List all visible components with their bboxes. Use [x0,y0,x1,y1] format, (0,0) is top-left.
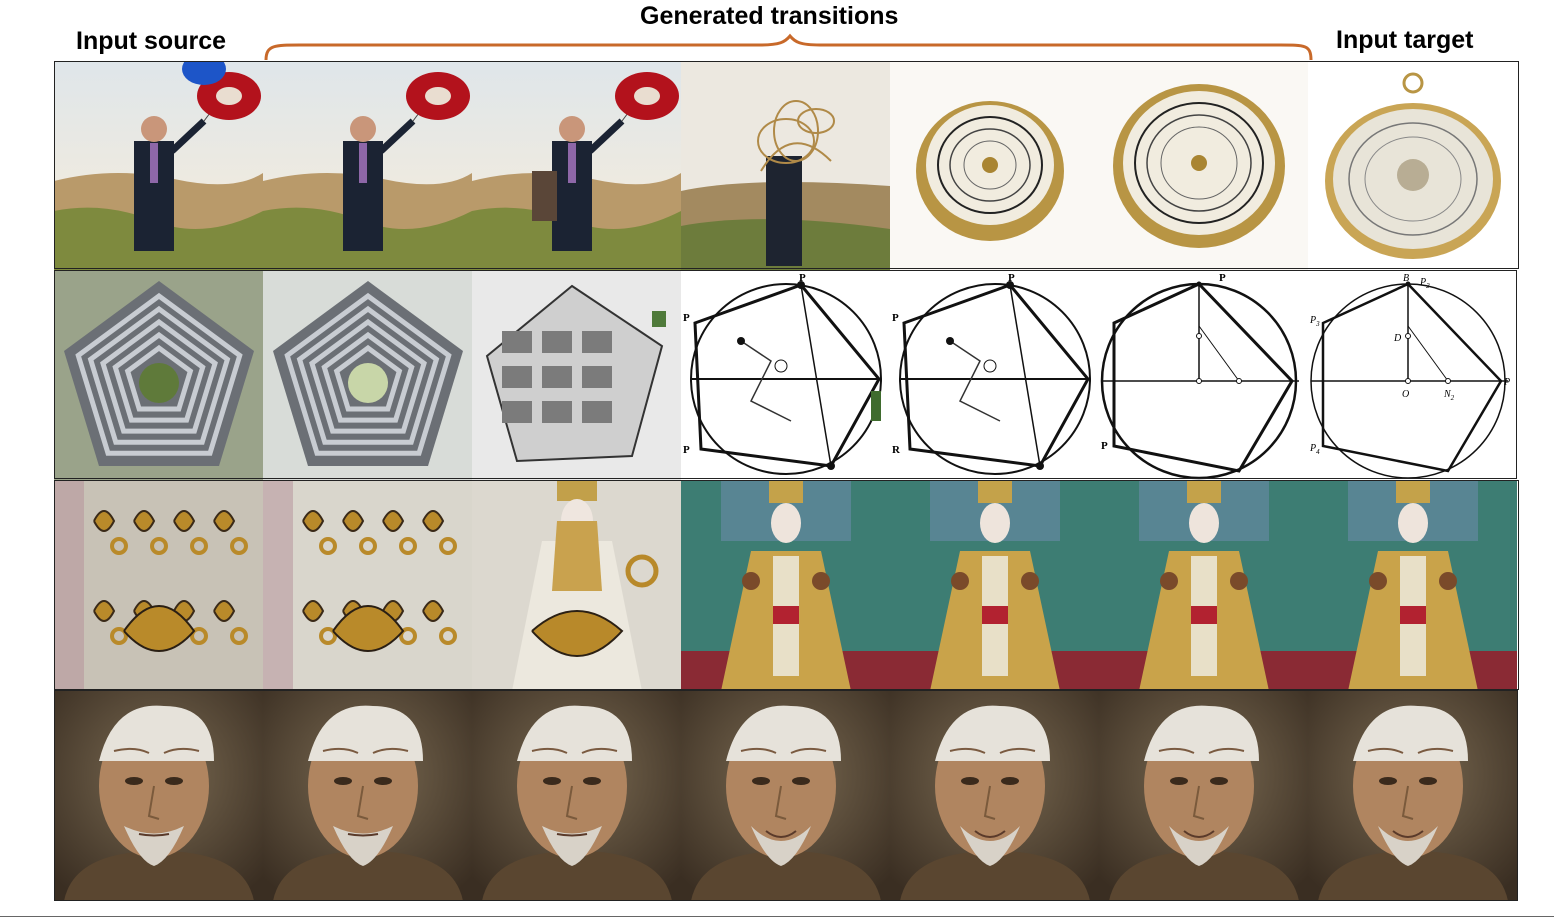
statue-illustration [1308,481,1517,691]
portrait-illustration [681,691,890,901]
transitions-brace [0,0,1554,70]
transition-image-4 [890,691,1099,901]
transition-image-2 [472,481,681,691]
balloon-man-illustration [472,61,681,271]
compass-illustration [1099,61,1308,271]
input-source-header: Input source [76,27,227,55]
svg-text:P: P [683,312,690,324]
source-image [54,61,263,271]
portrait-illustration [1099,691,1308,901]
transition-image-3 [681,61,890,271]
balloon-man-illustration [54,61,263,271]
generated-transitions-header: Generated transitions [640,2,899,30]
balloon-man-illustration [263,61,472,271]
sketch-diagram-illustration [890,271,1099,481]
target-image [1308,481,1517,691]
svg-text:P3: $P_3$ [1310,315,1320,328]
clean-diagram-illustration [1099,271,1308,481]
row-pentagon-aerial-to-geometry-diagram [54,271,1518,481]
row-businessman-balloons-to-pocket-compass [54,61,1518,271]
target-image [1308,691,1517,901]
row-old-man-portrait-expression [54,691,1518,901]
source-image [54,691,263,901]
transition-image-4 [890,61,1099,271]
transition-image-5 [1099,271,1308,481]
transition-image-2 [472,61,681,271]
transition-image-2 [472,691,681,901]
compass-illustration [890,61,1099,271]
transition-image-3 [681,481,890,691]
portrait-illustration [54,691,263,901]
svg-text:P: P [683,444,690,456]
embroidery-illustration [54,481,263,691]
portrait-illustration [263,691,472,901]
statue-illustration [1099,481,1308,691]
svg-text:P: P [799,272,806,284]
transition-image-1 [263,271,472,481]
svg-text:N2: $N_2$ [1444,389,1455,402]
transition-image-3 [681,691,890,901]
statue-emerging-illustration [472,481,681,691]
svg-text:R: R [892,444,900,456]
pentagon-map-illustration [472,271,681,481]
pentagon-aerial-illustration [54,271,263,481]
svg-text:P: P [1008,272,1015,284]
clean-diagram-illustration [1308,271,1517,481]
transition-image-2 [472,271,681,481]
tangled-man-illustration [681,61,890,271]
svg-text:D: D [1394,333,1402,344]
transition-image-5 [1099,481,1308,691]
brace-path [266,36,1311,60]
svg-text:P4: $P_4$ [1310,443,1320,456]
transition-image-1 [263,61,472,271]
transition-image-5 [1099,691,1308,901]
transition-image-4 [890,481,1099,691]
svg-text:B: B [1403,273,1410,284]
source-image [54,481,263,691]
svg-text:P: P [892,312,899,324]
row-embroidered-robe-to-statue [54,481,1518,691]
transition-image-1 [263,691,472,901]
pocket-compass-illustration [1308,61,1517,271]
portrait-illustration [1308,691,1517,901]
target-image [1308,271,1517,481]
svg-text:P2: $P_2$ [1420,277,1430,290]
statue-illustration [890,481,1099,691]
transition-image-3 [681,271,890,481]
svg-text:P: P [1504,377,1511,388]
portrait-illustration [472,691,681,901]
transition-image-4 [890,271,1099,481]
svg-text:O: O [1402,389,1410,400]
svg-text:P: P [1101,440,1108,452]
page-divider [0,916,1554,917]
target-image [1308,61,1517,271]
svg-text:P: P [1219,272,1226,284]
statue-illustration [681,481,890,691]
input-target-header: Input target [1336,26,1474,54]
pentagon-aerial-illustration [263,271,472,481]
sketch-diagram-illustration [681,271,890,481]
portrait-illustration [890,691,1099,901]
source-image [54,271,263,481]
transition-image-5 [1099,61,1308,271]
transition-image-1 [263,481,472,691]
embroidery-illustration [263,481,472,691]
